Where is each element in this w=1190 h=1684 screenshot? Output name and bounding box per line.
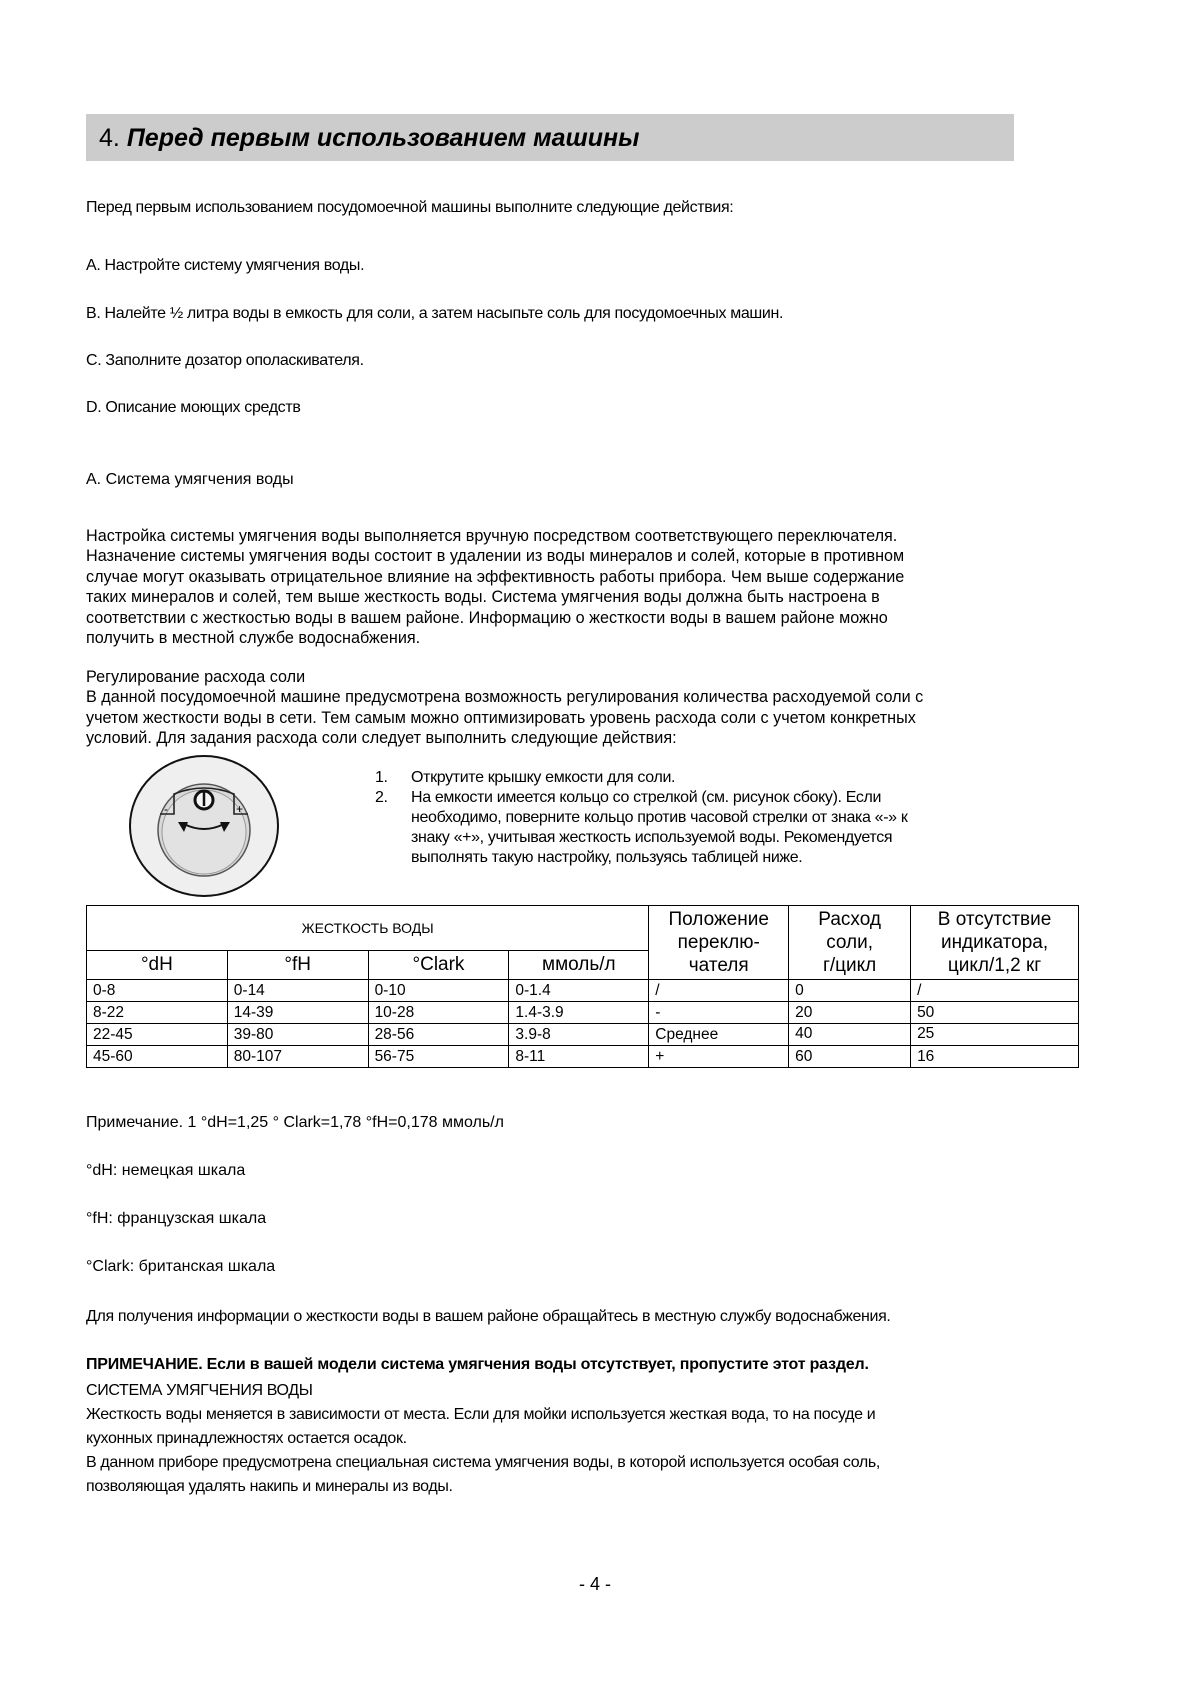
instruction-line: знаку «+», учитывая жесткость используемой воды. Рекомендуется	[411, 829, 893, 846]
cell-clark: 28-56	[368, 1024, 509, 1046]
header-line: индикатора,	[940, 932, 1049, 953]
paragraph-line: Назначение системы умягчения воды состоит в удалении из воды минералов и солей, которые в противном	[86, 547, 905, 566]
cell-dh: 22-45	[87, 1024, 228, 1046]
step-d: D. Описание моющих средств	[86, 399, 301, 416]
subsection-a-title: A. Система умягчения воды	[86, 471, 294, 488]
header-mmol: ммоль/л	[509, 951, 649, 980]
header-dh: °dH	[87, 951, 228, 980]
cell-mmol: 3.9-8	[509, 1024, 649, 1046]
paragraph-line: случае могут оказывать отрицательное влияние на эффективность работы прибора. Чем выше содержание	[86, 567, 905, 586]
clark-note: °Clark: британская шкала	[86, 1258, 276, 1275]
header-switch-position	[649, 906, 789, 980]
table-row	[87, 1024, 1079, 1046]
instruction-text: Открутите крышку емкости для соли.	[411, 769, 676, 786]
cell-position: Среднее	[649, 1024, 789, 1046]
fh-note: °fH: французская шкала	[86, 1210, 267, 1227]
salt-regulation-title: Регулирование расхода соли	[86, 668, 306, 686]
section-title-text: Перед первым использованием машины	[126, 124, 640, 152]
header-line: чателя	[688, 955, 749, 976]
cell-no-indicator: 50	[911, 1002, 1079, 1024]
cell-position: /	[649, 980, 789, 1002]
paragraph-line: соответствии с жесткостью воды в вашем районе. Информацию о жесткости воды в вашем районе можно	[86, 608, 888, 627]
warning-note: ПРИМЕЧАНИЕ. Если в вашей модели система умягчения воды отсутствует, пропустите этот раздел.	[86, 1356, 869, 1373]
header-line: соли,	[826, 932, 874, 953]
paragraph-line: В данной посудомоечной машине предусмотрена возможность регулирования количества расходуемой соли с	[86, 688, 924, 707]
dh-note: °dH: немецкая шкала	[86, 1162, 246, 1179]
paragraph-line: таких минералов и солей, тем выше жесткость воды. Система умягчения воды должна быть настроена в	[86, 588, 880, 607]
step-b: B. Налейте ½ литра воды в емкость для соли, а затем насыпьте соль для посудомоечных машин.	[86, 305, 784, 322]
instruction-line: необходимо, поверните кольцо против часовой стрелки от знака «-» к	[411, 809, 908, 826]
cell-mmol: 1.4-3.9	[509, 1002, 649, 1024]
section-header	[86, 114, 1014, 161]
cell-clark: 0-10	[368, 980, 509, 1002]
header-line: В отсутствие	[937, 909, 1052, 930]
table-row	[87, 980, 1079, 1002]
header-water-hardness: ЖЕСТКОСТЬ ВОДЫ	[87, 906, 649, 951]
intro-text: Перед первым использованием посудомоечной машины выполните следующие действия:	[86, 199, 734, 216]
header-clark: °Clark	[368, 951, 509, 980]
cell-no-indicator: 16	[911, 1046, 1079, 1068]
softening-system-block	[86, 1379, 880, 1499]
salt-dial-figure	[124, 752, 284, 897]
instruction-number: 2.	[375, 789, 388, 806]
table-row	[87, 1002, 1079, 1024]
header-line: переклю-	[677, 932, 760, 953]
table-header-row	[87, 906, 1079, 951]
paragraph-line: Настройка системы умягчения воды выполняется вручную посредством соответствующего переключателя.	[86, 527, 898, 545]
section-number: 4.	[99, 124, 120, 152]
water-hardness-table	[86, 905, 1079, 1068]
subsection-a-paragraph	[86, 526, 1046, 648]
cell-mmol: 8-11	[509, 1046, 649, 1068]
cell-dh: 45-60	[87, 1046, 228, 1068]
paragraph-line: позволяющая удалять накипь и минералы из воды.	[86, 1478, 453, 1495]
info-note: Для получения информации о жесткости воды в вашем районе обращайтесь в местную службу водоснабжения.	[86, 1308, 891, 1325]
instruction-line: выполнять такую настройку, пользуясь таблицей ниже.	[411, 849, 803, 866]
header-fh: °fH	[227, 951, 368, 980]
table-row	[87, 1046, 1079, 1068]
page-number: - 4 -	[578, 1574, 611, 1594]
salt-regulation-block	[86, 667, 1066, 749]
paragraph-line: кухонных принадлежностях остается осадок.	[86, 1430, 407, 1447]
header-line: цикл/1,2 кг	[947, 955, 1042, 976]
plus-mark: +	[236, 802, 244, 816]
instruction-item	[375, 768, 1025, 788]
cell-dh: 8-22	[87, 1002, 228, 1024]
header-salt-consumption	[789, 906, 911, 980]
paragraph-line: получить в местной службе водоснабжения.	[86, 629, 421, 648]
step-a: A. Настройте систему умягчения воды.	[86, 257, 365, 274]
header-line: Расход	[818, 909, 881, 930]
paragraph-line: учетом жесткости воды в сети. Тем самым можно оптимизировать уровень расхода соли с учетом конкретных	[86, 708, 916, 727]
cell-fh: 80-107	[227, 1046, 368, 1068]
cell-position: -	[649, 1002, 789, 1024]
header-no-indicator	[911, 906, 1079, 980]
instruction-item	[375, 788, 1025, 868]
paragraph-line: В данном приборе предусмотрена специальная система умягчения воды, в которой используется особая соль,	[86, 1454, 880, 1471]
header-line: Положение	[668, 909, 769, 930]
cell-consumption: 20	[789, 1002, 911, 1024]
header-line: г/цикл	[822, 955, 877, 976]
cell-dh: 0-8	[87, 980, 228, 1002]
cell-clark: 10-28	[368, 1002, 509, 1024]
paragraph-line: условий. Для задания расхода соли следует выполнить следующие действия:	[86, 729, 677, 748]
cell-fh: 39-80	[227, 1024, 368, 1046]
salt-cap-icon	[124, 752, 284, 897]
cell-consumption: 0	[789, 980, 911, 1002]
cell-no-indicator: 25	[911, 1024, 1079, 1046]
instruction-line: На емкости имеется кольцо со стрелкой (см. рисунок сбоку). Если	[411, 789, 882, 806]
cell-fh: 0-14	[227, 980, 368, 1002]
cell-clark: 56-75	[368, 1046, 509, 1068]
cell-consumption: 40	[789, 1024, 911, 1046]
paragraph-line: Жесткость воды меняется в зависимости от места. Если для мойки используется жесткая вода, то на посуде и	[86, 1406, 876, 1423]
cell-fh: 14-39	[227, 1002, 368, 1024]
instruction-text	[411, 788, 907, 868]
conversion-note: Примечание. 1 °dH=1,25 ° Clark=1,78 °fH=0,178 ммоль/л	[86, 1114, 504, 1131]
step-c: C. Заполните дозатор ополаскивателя.	[86, 352, 364, 369]
cell-mmol: 0-1.4	[509, 980, 649, 1002]
minus-mark: -	[164, 802, 168, 816]
instruction-number: 1.	[375, 769, 388, 786]
softening-system-title: СИСТЕМА УМЯГЧЕНИЯ ВОДЫ	[86, 1382, 313, 1399]
instructions-list	[375, 768, 1025, 868]
cell-consumption: 60	[789, 1046, 911, 1068]
section-title	[99, 123, 639, 153]
cell-position: +	[649, 1046, 789, 1068]
cell-no-indicator: /	[911, 980, 1079, 1002]
